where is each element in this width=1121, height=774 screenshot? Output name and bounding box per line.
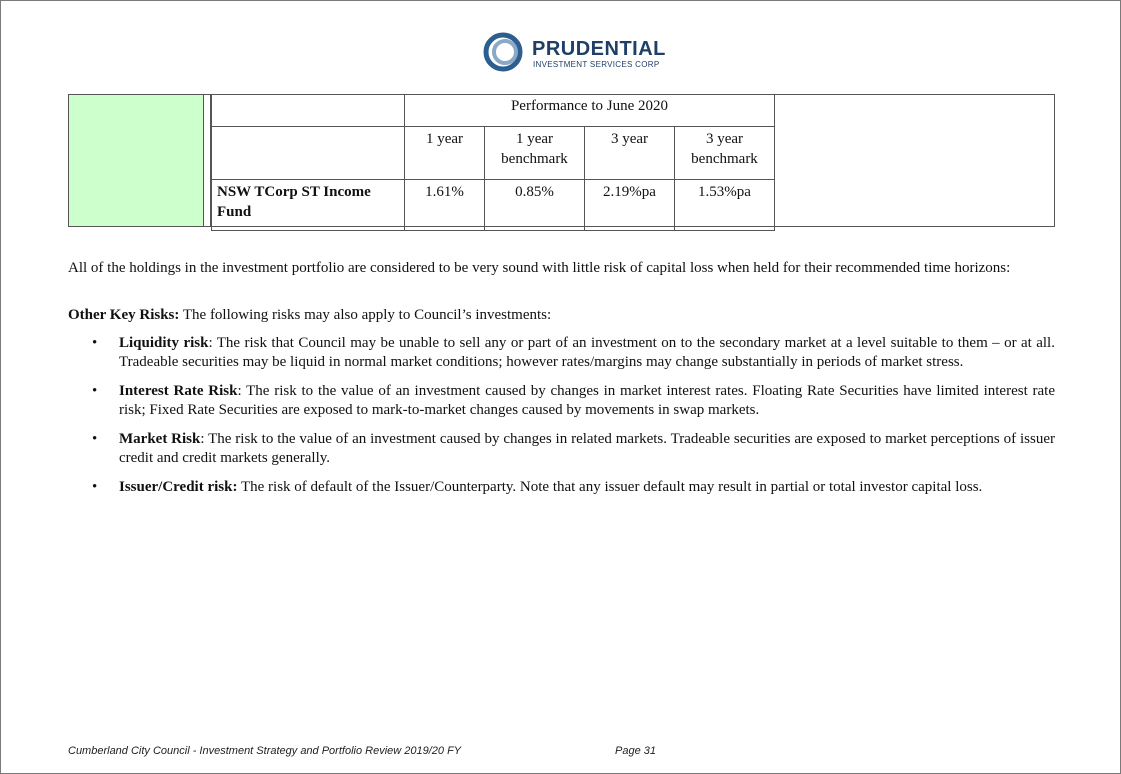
intro-paragraph: All of the holdings in the investment portfolio are considered to be very sound with little risk of capital loss when held for their recommended time horizons: <box>68 260 1011 276</box>
prudential-logo <box>482 32 666 72</box>
table-cell: 1.61% <box>405 180 485 231</box>
logo-name: PRUDENTIAL <box>532 38 666 60</box>
risk-title: Liquidity risk <box>119 335 209 351</box>
risk-title: Issuer/Credit risk: <box>119 479 238 495</box>
risk-text: The risk of default of the Issuer/Counterparty. Note that any issuer default may result in partial or total investor capital loss. <box>237 479 983 495</box>
list-item <box>68 478 1055 497</box>
table-cell: 0.85% <box>485 180 585 231</box>
performance-box <box>68 94 1055 227</box>
risk-title: Interest Rate Risk <box>119 383 238 399</box>
risk-title: Market Risk <box>119 431 201 447</box>
bullet-icon: • <box>92 383 98 399</box>
table-cell: 2.19%pa <box>585 180 675 231</box>
list-item <box>68 430 1055 468</box>
bullet-icon: • <box>92 335 98 351</box>
risk-separator: : <box>208 335 213 351</box>
footer-title: Cumberland City Council - Investment Strategy and Portfolio Review 2019/20 FY <box>68 745 462 757</box>
column-header: 3 year <box>585 127 675 180</box>
risk-text: The risk that Council may be unable to sell any or part of an investment on to the secondary market at a level suitable to them – or at all. Tradeable securities may be liquid in normal market conditions; however rates/margins may change substantially in periods of market stress. <box>119 335 1055 370</box>
column-header: 1 year benchmark <box>485 127 585 180</box>
column-header: 3 year benchmark <box>675 127 775 180</box>
list-item <box>68 382 1055 420</box>
other-risks-label: Other Key Risks: <box>68 307 180 323</box>
risk-separator: : <box>200 431 205 447</box>
logo-ring-icon <box>482 32 526 72</box>
other-risks-paragraph <box>68 306 1055 325</box>
other-risks-text: The following risks may also apply to Council’s investments: <box>179 307 552 323</box>
column-header: 1 year <box>405 127 485 180</box>
group-header: Performance to June 2020 <box>405 95 775 127</box>
risk-separator: : <box>237 383 242 399</box>
bullet-icon: • <box>92 479 98 495</box>
table-header-row <box>212 95 775 127</box>
green-indicator-cell <box>69 95 204 226</box>
risk-text: The risk to the value of an investment caused by changes in market interest rates. Floating Rate Securities have limited interest rate risk; Fixed Rate Securities are exposed to mark-to-market changes caused by movements in swap markets. <box>119 383 1055 418</box>
fund-name: NSW TCorp ST Income Fund <box>212 180 405 231</box>
table-cell-empty <box>212 95 405 127</box>
risk-text: The risk to the value of an investment caused by changes in related markets. Tradeable securities are exposed to market perceptions of issuer credit and credit markets generally. <box>119 431 1055 466</box>
bullet-icon: • <box>92 431 98 447</box>
risk-list <box>68 334 1055 507</box>
table-row <box>212 180 775 231</box>
performance-table <box>211 94 775 231</box>
list-item <box>68 334 1055 372</box>
table-cell: 1.53%pa <box>675 180 775 231</box>
page-number: Page 31 <box>615 745 656 757</box>
table-column-row <box>212 127 775 180</box>
logo-subtitle: INVESTMENT SERVICES CORP <box>533 60 660 69</box>
table-cell-empty <box>212 127 405 180</box>
